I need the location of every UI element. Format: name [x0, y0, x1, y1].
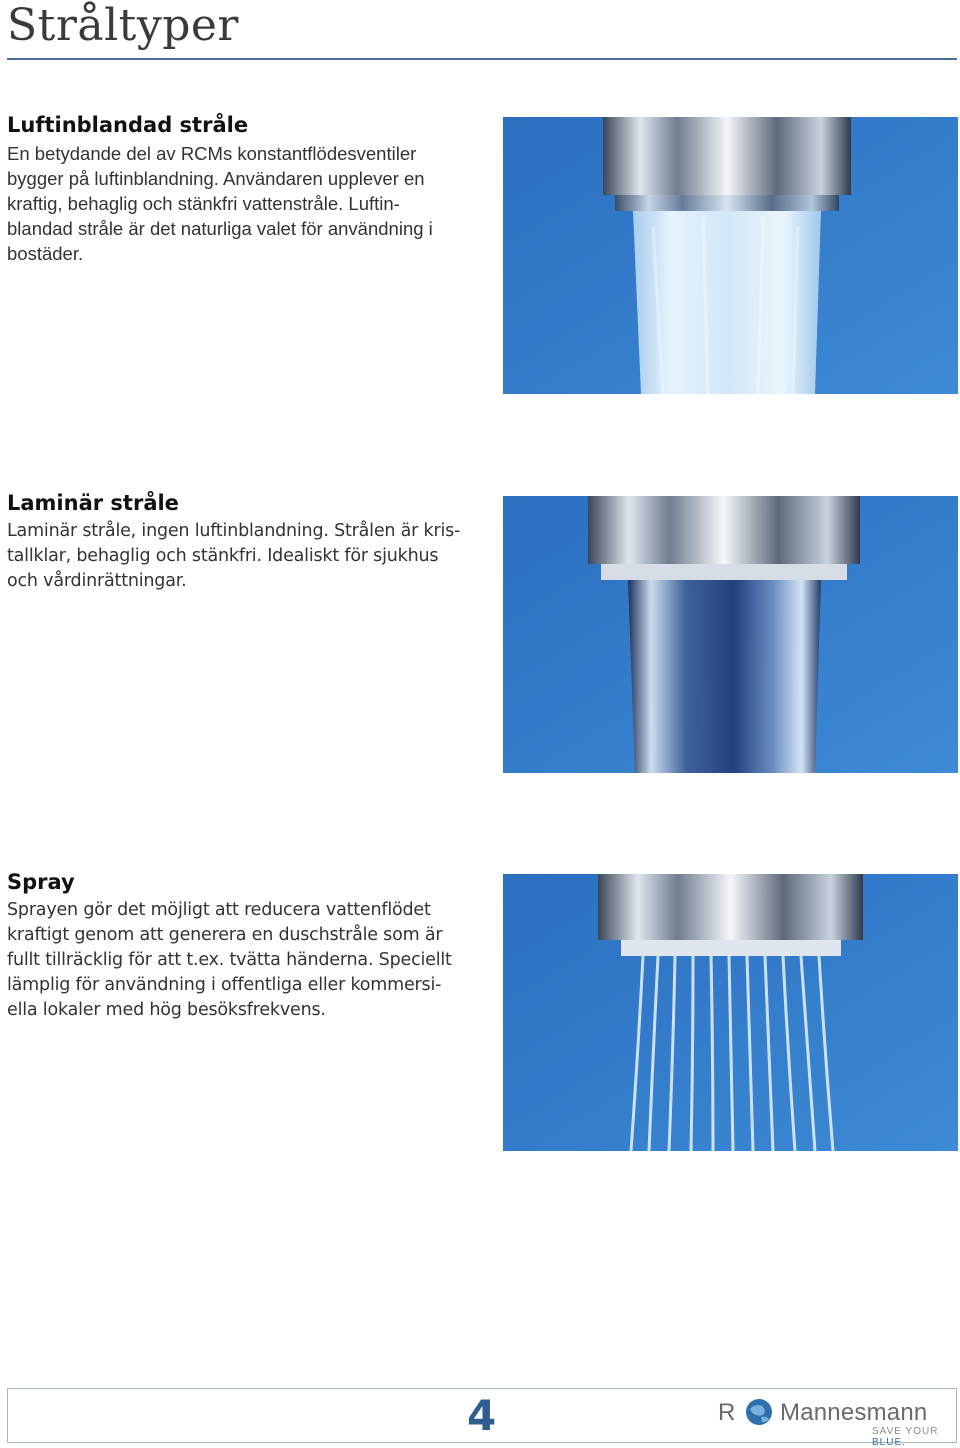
- page-number: 4: [467, 1391, 497, 1440]
- body-line: blandad stråle är det naturliga valet för användning i: [7, 218, 433, 239]
- logo-letter-r: R: [718, 1399, 736, 1426]
- company-logo: [708, 1393, 954, 1448]
- logo-tagline-accent: BLUE.: [872, 1437, 906, 1448]
- body-line: fullt tillräcklig för att t.ex. tvätta händerna. Speciellt: [7, 950, 452, 970]
- section-aerated-stream: [7, 113, 467, 266]
- title-divider: [7, 58, 957, 60]
- body-line: ella lokaler med hög besöksfrekvens.: [7, 1000, 326, 1020]
- section-heading: Spray: [7, 870, 75, 894]
- aerated-stream-photo: [503, 117, 958, 394]
- body-line: och vårdinrättningar.: [7, 571, 187, 591]
- body-line: Laminär stråle, ingen luftinblandning. Strålen är kris-: [7, 521, 461, 541]
- section-heading: Luftinblandad stråle: [7, 113, 249, 137]
- section-heading: Laminär stråle: [7, 491, 179, 515]
- body-line: En betydande del av RCMs konstantflödesventiler: [7, 143, 417, 164]
- section-body: [7, 519, 467, 594]
- body-line: tallklar, behaglig och stänkfri. Idealiskt för sjukhus: [7, 546, 439, 566]
- page-footer: [7, 1388, 957, 1448]
- logo-wordmark: Mannesmann: [780, 1399, 928, 1426]
- section-body: [7, 898, 467, 1023]
- page-title: Stråltyper: [7, 0, 239, 51]
- laminar-stream-photo: [503, 496, 958, 773]
- logo-letter-c: [748, 1399, 765, 1427]
- logo-tagline: [872, 1426, 954, 1448]
- section-body: [7, 141, 467, 266]
- logo-tagline-prefix: SAVE YOUR: [872, 1426, 939, 1437]
- section-laminar-stream: [7, 491, 467, 594]
- section-spray-stream: [7, 870, 467, 1023]
- body-line: Sprayen gör det möjligt att reducera vattenflödet: [7, 900, 431, 920]
- spray-stream-photo: [503, 874, 958, 1151]
- body-line: lämplig för användning i offentliga eller kommersi-: [7, 975, 442, 995]
- body-line: bostäder.: [7, 243, 84, 264]
- body-line: kraftig, behaglig och stänkfri vattenstråle. Luftin-: [7, 193, 400, 214]
- body-line: bygger på luftinblandning. Användaren upplever en: [7, 168, 425, 189]
- body-line: kraftigt genom att generera en duschstråle som är: [7, 925, 443, 945]
